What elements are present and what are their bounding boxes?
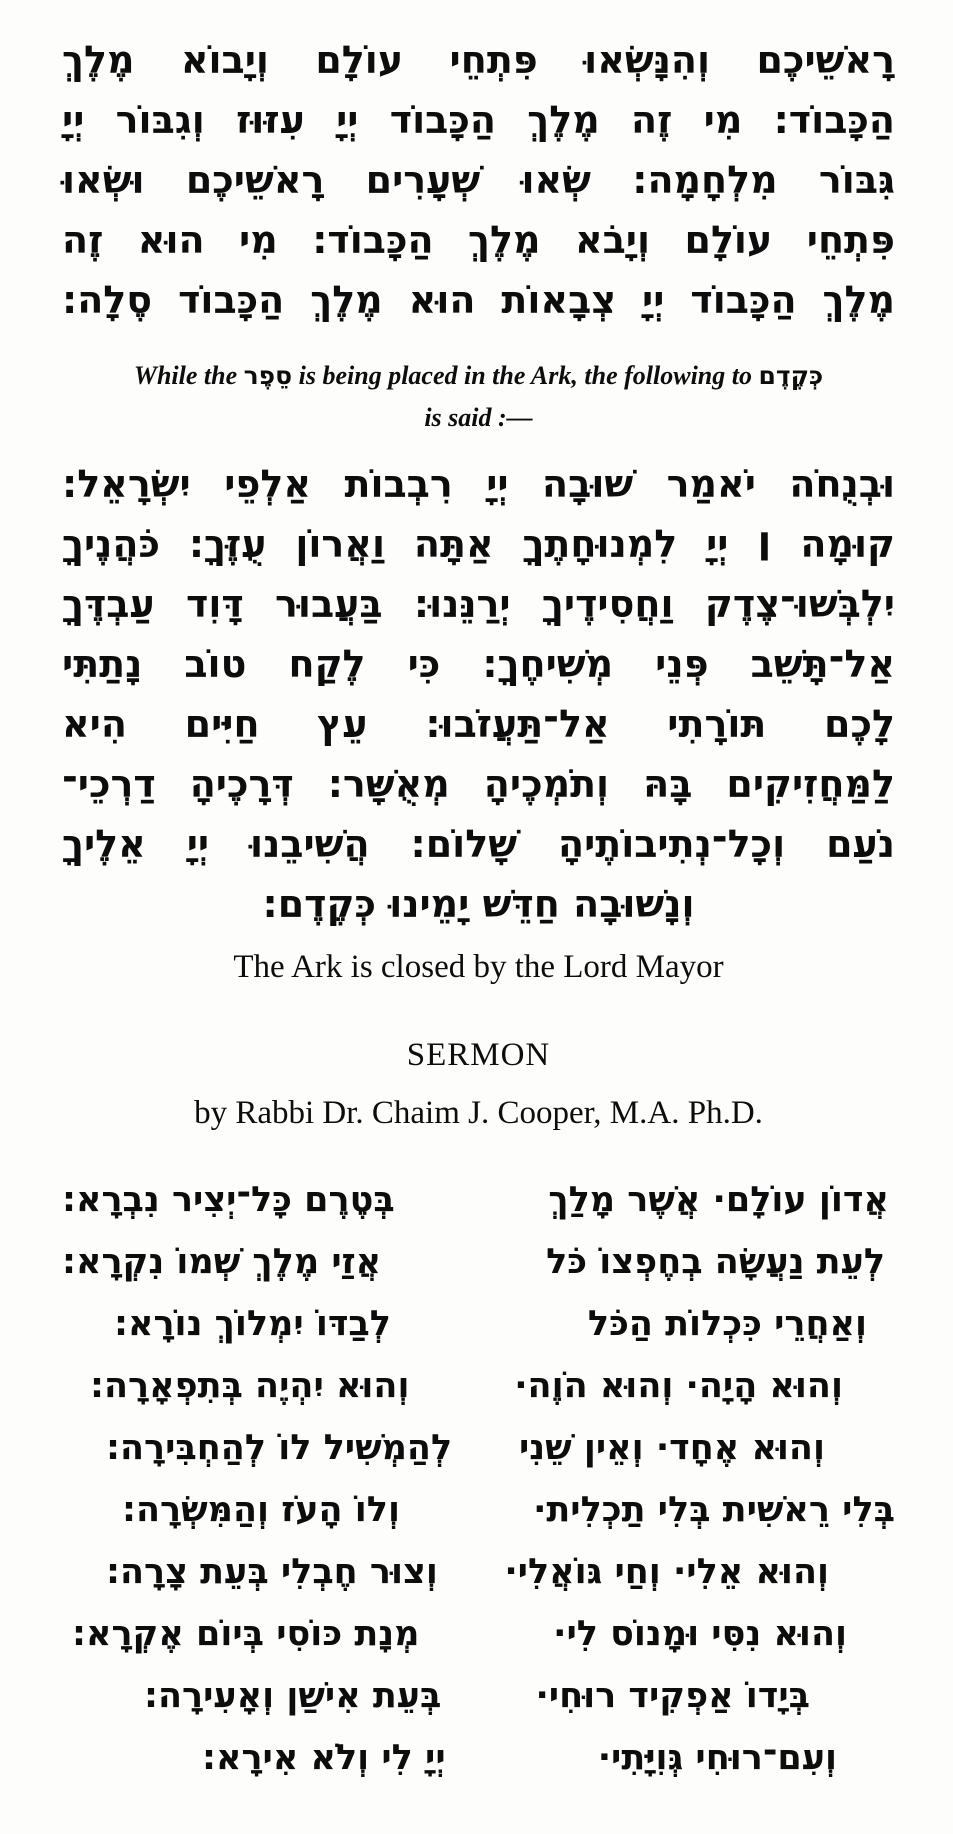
hebrew-text-line: נֹעַם וְכָל־נְתִיבוֹתֶיהָ שָׁלוֹם: הֲשִׁיבֵנוּ יְיָ אֵלֶיךָ — [62, 822, 895, 866]
hemistich-closing: וְהוּא יִהְיֶה בְּתִפְאָרָה: — [90, 1366, 410, 1406]
hemistich-opening: וְהוּא אֵלִי· וְחַי גּוֹאֲלִי· — [504, 1552, 829, 1592]
hemistich-opening: לְעֵת נַעֲשָׂה בְחֶפְצוֹ כֹּל — [546, 1242, 885, 1282]
hymn-verse-row — [62, 1676, 895, 1738]
hemistich-opening: בְּלִי רֵאשִׁית בְּלִי תַכְלִית· — [533, 1490, 895, 1530]
hymn-verse-row — [62, 1180, 895, 1242]
hymn-verse-row — [62, 1490, 895, 1552]
sefer-hebrew-word: סֵפֶר — [243, 361, 293, 390]
hemistich-closing: בְּעֵת אִישַׁן וְאָעִירָה: — [144, 1676, 442, 1716]
ark-closed-note: The Ark is closed by the Lord Mayor — [233, 949, 724, 985]
hemistich-opening: וְאַחֲרֵי כִּכְלוֹת הַכֹּל — [587, 1304, 867, 1344]
kekedem-hebrew-word: כְּקֶדֶם — [758, 361, 824, 390]
hemistich-closing: לְבַדּוֹ יִמְלוֹךְ נוֹרָא: — [114, 1304, 391, 1344]
hemistich-opening: בְּיָדוֹ אַפְקִיד רוּחִי· — [535, 1676, 810, 1716]
hymn-verse-row — [62, 1614, 895, 1676]
rubric-text-before-sefer: While the — [133, 361, 238, 390]
hebrew-text-line: רָאשֵׁיכֶם וְהִנָּשְׂאוּ פִּתְחֵי עוֹלָם וְיָבוֹא מֶלֶךְ — [62, 38, 895, 82]
rubric-text-middle: is being placed in the Ark, the following to — [298, 361, 752, 390]
psalm-24-conclusion — [62, 30, 895, 330]
hemistich-closing: בְּטֶרֶם כָּל־יְצִיר נִבְרָא: — [62, 1180, 395, 1220]
hymn-verse-row — [62, 1428, 895, 1490]
hebrew-text-line: גִּבּוֹר מִלְחָמָה: שְׂאוּ שְׁעָרִים רָאשֵׁיכֶם וּשְׂאוּ — [62, 158, 895, 202]
hebrew-text-line: וּבְנֻחֹה יֹאמַר שׁוּבָה יְיָ רִבְבוֹת אַלְפֵי יִשְׂרָאֵל: — [62, 462, 895, 506]
hemistich-closing: לְהַמְשִׁיל לוֹ לְהַחְבִּירָה: — [106, 1428, 453, 1468]
hymn-verse-row — [62, 1366, 895, 1428]
hemistich-closing: יְיָ לִי וְלֹא אִירָא: — [202, 1738, 446, 1778]
hymn-verse-row — [62, 1552, 895, 1614]
hemistich-closing: מְנָת כּוֹסִי בְּיוֹם אֶקְרָא: — [72, 1614, 420, 1654]
hebrew-text-line: לָכֶם תּוֹרָתִי אַל־תַּעֲזֹבוּ: עֵץ חַיִּים הִיא — [62, 702, 895, 746]
hemistich-opening: וְהוּא אֶחָד· וְאֵין שֵׁנִי — [518, 1428, 825, 1468]
hebrew-text-line: לַמַּחֲזִיקִים בָּהּ וְתֹמְכֶיהָ מְאֻשָּׁר: דְּרָכֶיהָ דַרְכֵי־ — [62, 762, 895, 806]
hebrew-text-line: פִּתְחֵי עוֹלָם וְיָבֹא מֶלֶךְ הַכָּבוֹד: מִי הוּא זֶה — [62, 218, 895, 262]
hemistich-opening: וְהוּא נִסִּי וּמָנוֹס לִי· — [553, 1614, 847, 1654]
hebrew-text-line-last: וְנָשׁוּבָה חַדֵּשׁ יָמֵינוּ כְּקֶדֶם: — [262, 882, 695, 926]
hemistich-closing: וְלוֹ הָעֹז וְהַמִּשְׂרָה: — [122, 1490, 400, 1530]
hymn-verse-row — [62, 1242, 895, 1304]
hebrew-text-line: קוּמָה ׀ יְיָ לִמְנוּחָתֶךָ אַתָּה וַאֲרוֹן עֻזֶּךָ: כֹּהֲנֶיךָ — [62, 522, 895, 566]
hymn-verse-row — [62, 1738, 895, 1800]
sermon-byline: by Rabbi Dr. Chaim J. Cooper, M.A. Ph.D. — [194, 1095, 763, 1131]
adon-olam-hymn — [62, 1180, 895, 1800]
hebrew-text-line: אַל־תָּשֵׁב פְּנֵי מְשִׁיחֶךָ: כִּי לֶקַח טוֹב נָתַתִּי — [62, 642, 895, 686]
hemistich-opening: אֲדוֹן עוֹלָם· אֲשֶׁר מָלַךְ — [548, 1180, 889, 1220]
hebrew-text-line: מֶלֶךְ הַכָּבוֹד יְיָ צְבָאוֹת הוּא מֶלֶךְ הַכָּבוֹד סֶלָה: — [62, 278, 895, 322]
hemistich-closing: וְצוּר חֶבְלִי בְּעֵת צָרָה: — [106, 1552, 438, 1592]
uvnucho-yomar-paragraph — [62, 454, 895, 934]
hymn-verse-row — [62, 1304, 895, 1366]
rubric-instruction — [62, 356, 895, 438]
hemistich-closing: אֲזַי מֶלֶךְ שְׁמוֹ נִקְרָא: — [62, 1242, 382, 1282]
rubric-line-2: is said :— — [424, 403, 533, 432]
sermon-heading: SERMON — [406, 1037, 551, 1073]
hemistich-opening: וְהוּא הָיָה· וְהוּא הֹוֶה· — [514, 1366, 843, 1406]
hemistich-opening: וְעִם־רוּחִי גְּוִיָּתִי· — [597, 1738, 837, 1778]
hebrew-text-line: הַכָּבוֹד: מִי זֶה מֶלֶךְ הַכָּבוֹד יְיָ עִזּוּז וְגִבּוֹר יְיָ — [62, 98, 895, 142]
hebrew-text-line: יִלְבְּשׁוּ־צֶדֶק וַחֲסִידֶיךָ יְרַנֵּנוּ: בַּעֲבוּר דָּוִד עַבְדֶּךָ — [62, 582, 895, 626]
rubric-line-1 — [62, 356, 895, 396]
